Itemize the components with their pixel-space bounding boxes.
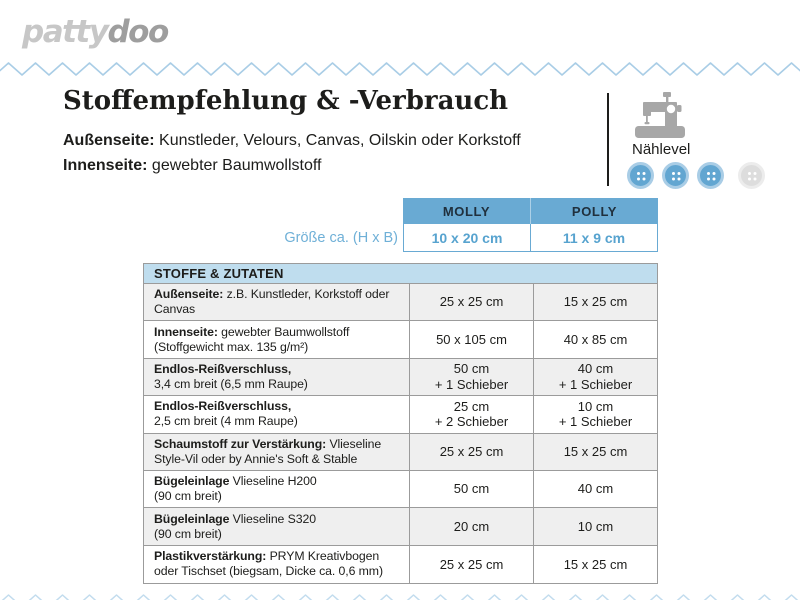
polly-value bbox=[534, 471, 657, 507]
polly-value bbox=[534, 359, 657, 395]
table-row bbox=[144, 321, 657, 358]
polly-value bbox=[534, 546, 657, 583]
value-line: 40 cm bbox=[577, 361, 614, 377]
value-line: 25 x 25 cm bbox=[439, 294, 504, 310]
row-description bbox=[144, 321, 410, 357]
size-value-molly: 10 x 20 cm bbox=[431, 229, 503, 246]
value-line: 15 x 25 cm bbox=[563, 556, 628, 572]
value-line: + 2 Schieber bbox=[434, 414, 509, 430]
sewing-button-icon bbox=[662, 162, 689, 189]
value-line: + 1 Schieber bbox=[558, 376, 633, 392]
table-row bbox=[144, 359, 657, 396]
molly-value bbox=[410, 471, 534, 507]
molly-value bbox=[410, 396, 534, 432]
wave-divider-bottom-icon bbox=[0, 592, 800, 600]
row-label-rest: gewebter Baumwollstoff bbox=[217, 324, 350, 339]
naehlevel-label: Nählevel bbox=[632, 141, 691, 158]
row-label-bold: Endlos-Reißverschluss, bbox=[154, 361, 292, 376]
row-description bbox=[144, 434, 410, 470]
pattydoo-logo bbox=[22, 14, 168, 50]
table-row bbox=[144, 471, 657, 508]
value-line: 25 x 25 cm bbox=[439, 443, 504, 459]
row-label-rest: PRYM Kreativbogen oder Tischset (biegsam, Dicke ca. 0,6 mm) bbox=[154, 549, 383, 579]
row-description bbox=[144, 471, 410, 507]
outside-label: Außenseite: bbox=[63, 132, 155, 149]
row-description bbox=[144, 396, 410, 432]
row-description bbox=[144, 508, 410, 544]
row-label-line2: (90 cm breit) bbox=[154, 489, 222, 504]
polly-value bbox=[534, 434, 657, 470]
value-line: 20 cm bbox=[453, 518, 490, 534]
row-description bbox=[144, 284, 410, 320]
outside-fabric-line bbox=[63, 132, 521, 150]
sewing-button-icon bbox=[697, 162, 724, 189]
row-label-rest: z.B. Kunstleder, Korkstoff oder Canvas bbox=[154, 287, 390, 317]
table-row bbox=[144, 546, 657, 583]
row-description bbox=[144, 359, 410, 395]
value-line: 50 cm bbox=[453, 361, 490, 377]
value-line: 10 cm bbox=[577, 398, 614, 414]
outside-value: Kunstleder, Velours, Canvas, Oilskin oder Korkstoff bbox=[154, 132, 521, 149]
column-header-molly: MOLLY bbox=[442, 203, 491, 219]
materials-table-header: STOFFE & ZUTATEN bbox=[144, 264, 657, 284]
page-title: Stoffempfehlung & -Verbrauch bbox=[63, 86, 509, 116]
row-label-bold: Außenseite: bbox=[154, 287, 224, 302]
molly-value bbox=[410, 546, 534, 583]
row-label-rest: Vlieseline Style-Vil oder by Annie's Soft & Stable bbox=[154, 436, 382, 466]
molly-value bbox=[410, 508, 534, 544]
logo-part-dark: doo bbox=[107, 14, 168, 50]
sewing-button-icon bbox=[738, 162, 765, 189]
materials-table bbox=[143, 263, 658, 584]
polly-value bbox=[534, 284, 657, 320]
sewing-machine-icon bbox=[633, 92, 691, 140]
table-row bbox=[144, 396, 657, 433]
molly-value bbox=[410, 284, 534, 320]
inside-fabric-line bbox=[63, 157, 321, 175]
molly-value bbox=[410, 359, 534, 395]
row-label-bold: Bügeleinlage bbox=[154, 511, 230, 526]
size-table bbox=[403, 198, 658, 252]
row-label-bold: Innenseite: bbox=[154, 324, 218, 339]
wave-divider-top-icon bbox=[0, 60, 800, 78]
value-line: 40 x 85 cm bbox=[563, 331, 628, 347]
logo-part-light: patty bbox=[22, 14, 108, 50]
size-value-polly: 11 x 9 cm bbox=[530, 224, 657, 251]
polly-value bbox=[534, 508, 657, 544]
value-line: + 1 Schieber bbox=[434, 376, 509, 392]
row-label-line2: 3,4 cm breit (6,5 mm Raupe) bbox=[154, 376, 308, 391]
value-line: 50 x 105 cm bbox=[436, 331, 507, 347]
molly-value bbox=[410, 434, 534, 470]
polly-value bbox=[534, 321, 657, 357]
naehlevel-buttons bbox=[627, 162, 765, 189]
row-label-bold: Plastikverstärkung: bbox=[154, 549, 267, 564]
value-line: 40 cm bbox=[577, 481, 614, 497]
molly-value bbox=[410, 321, 534, 357]
value-line: 10 cm bbox=[577, 518, 614, 534]
value-line: 25 x 25 cm bbox=[439, 556, 504, 572]
inside-value: gewebter Baumwollstoff bbox=[147, 157, 322, 174]
column-header-polly: POLLY bbox=[530, 198, 658, 224]
value-line: + 1 Schieber bbox=[558, 414, 633, 430]
row-label-line2: 2,5 cm breit (4 mm Raupe) bbox=[154, 414, 298, 429]
row-label-rest: Vlieseline H200 bbox=[229, 474, 317, 489]
table-row bbox=[144, 434, 657, 471]
vertical-divider bbox=[607, 93, 609, 186]
inside-label: Innenseite: bbox=[63, 157, 148, 174]
size-table-header bbox=[403, 198, 658, 224]
row-label-line2: (90 cm breit) bbox=[154, 526, 222, 541]
table-row bbox=[144, 284, 657, 321]
row-label-bold: Endlos-Reißverschluss, bbox=[154, 399, 292, 414]
polly-value bbox=[534, 396, 657, 432]
size-row-label: Größe ca. (H x B) bbox=[284, 230, 398, 246]
value-line: 50 cm bbox=[453, 481, 490, 497]
row-label-bold: Bügeleinlage bbox=[154, 474, 230, 489]
row-label-rest: Vlieseline S320 bbox=[229, 511, 316, 526]
size-table-row bbox=[403, 224, 658, 252]
sewing-button-icon bbox=[627, 162, 654, 189]
table-row bbox=[144, 508, 657, 545]
row-description bbox=[144, 546, 410, 583]
row-label-bold: Schaumstoff zur Verstärkung: bbox=[154, 436, 327, 451]
value-line: 25 cm bbox=[453, 398, 490, 414]
value-line: 15 x 25 cm bbox=[563, 294, 628, 310]
value-line: 15 x 25 cm bbox=[563, 443, 628, 459]
row-label-line2: (Stoffgewicht max. 135 g/m²) bbox=[154, 339, 309, 354]
